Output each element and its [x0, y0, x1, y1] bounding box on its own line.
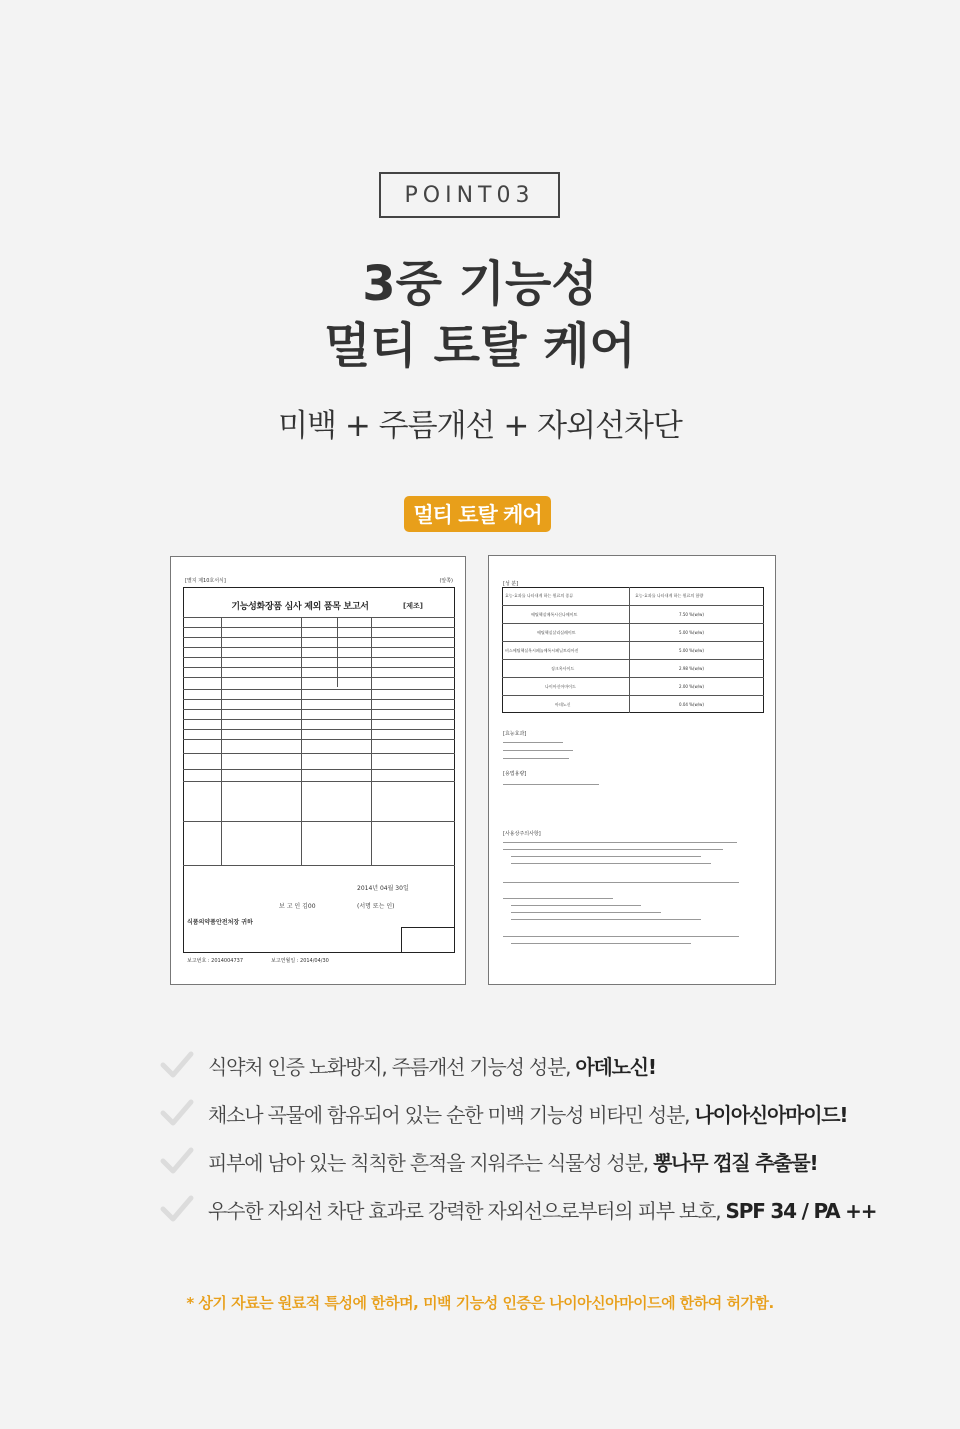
- doc1-col-line: [301, 617, 302, 865]
- doc1-rule: [183, 689, 455, 690]
- doc1-signature: (서명 또는 인): [357, 903, 395, 910]
- doc1-rule: [183, 769, 455, 770]
- check-icon: [160, 1098, 194, 1128]
- doc1-rule: [183, 617, 455, 618]
- benefit-ingredient: 아데노신!: [575, 1054, 656, 1079]
- report-document-image: [170, 556, 466, 985]
- doc2-text-line: [511, 863, 711, 864]
- doc2-row-2-value: 5.00 %(w/w): [679, 630, 704, 635]
- benefit-desc: 식약처 인증 노화방지, 주름개선 기능성 성분,: [208, 1054, 576, 1079]
- doc1-corner-right: (앞쪽): [439, 578, 453, 584]
- doc1-rule: [183, 647, 455, 648]
- benefit-text: [208, 1195, 876, 1224]
- doc1-rule: [183, 781, 455, 782]
- ingredient-document-image: [488, 555, 776, 985]
- doc1-rule: [183, 719, 455, 720]
- doc2-text-line: [503, 842, 737, 843]
- check-icon: [160, 1146, 194, 1176]
- doc1-title: 기능성화장품 심사 제외 품목 보고서: [231, 602, 369, 612]
- benefit-item: [160, 1141, 817, 1181]
- doc1-rule: [183, 699, 455, 700]
- doc2-rule: [502, 659, 764, 660]
- doc2-head-2: 효능·효과를 나타내게 하는 원료의 함량: [635, 593, 704, 598]
- doc2-text-line: [503, 742, 563, 743]
- benefit-desc: 채소나 곡물에 함유되어 있는 순한 미백 기능성 비타민 성분,: [208, 1102, 695, 1127]
- benefit-ingredient: 나이아신아마이드!: [694, 1102, 848, 1127]
- doc2-text-line: [511, 919, 701, 920]
- doc2-text-line: [511, 856, 701, 857]
- subline: 미백 + 주름개선 + 자외선차단: [278, 408, 682, 444]
- doc1-rule: [183, 657, 455, 658]
- doc1-rule: [183, 821, 455, 822]
- doc1-rule: [183, 627, 455, 628]
- benefit-item: [160, 1045, 656, 1085]
- check-icon: [160, 1050, 194, 1080]
- doc2-text-line: [503, 784, 599, 785]
- point-badge: [379, 172, 560, 218]
- doc2-row-5-value: 2.00 %(w/w): [679, 684, 704, 689]
- doc2-row-3-value: 5.00 %(w/w): [679, 648, 704, 653]
- doc2-effect-heading: [효능효과]: [503, 731, 527, 737]
- doc2-row-5-name: 나이아신아마이드: [545, 684, 576, 689]
- doc2-text-line: [503, 898, 613, 899]
- benefit-ingredient: 뽕나무 껍질 추출물!: [653, 1150, 818, 1175]
- doc2-rule: [502, 677, 764, 678]
- check-icon: [160, 1194, 194, 1224]
- doc2-usage-heading: [용법용량]: [503, 771, 527, 777]
- doc1-col-line: [221, 617, 222, 865]
- doc1-rule: [183, 709, 455, 710]
- doc2-text-line: [503, 849, 723, 850]
- doc2-row-6-name: 아데노신: [555, 702, 571, 707]
- doc2-text-line: [503, 936, 739, 937]
- doc1-rule: [183, 637, 455, 638]
- benefit-item: [160, 1189, 876, 1229]
- benefit-ingredient: SPF 34 / PA ++: [725, 1198, 877, 1223]
- doc2-corner: [성 분]: [503, 581, 519, 587]
- benefit-text: [208, 1051, 656, 1080]
- doc2-row-4-value: 2.98 %(w/w): [679, 666, 704, 671]
- doc1-rule: [183, 729, 455, 730]
- doc1-rule: [183, 753, 455, 754]
- doc2-row-4-name: 징크옥사이드: [551, 666, 575, 671]
- doc2-text-line: [511, 912, 661, 913]
- doc2-row-3-name: 비스에틸헥실옥시페놀메톡시페닐트리아진: [505, 648, 579, 653]
- footnote: * 상기 자료는 원료적 특성에 한하며, 미백 기능성 인증은 나이아신아마이드에 한하여 허가함.: [186, 1294, 774, 1312]
- doc2-row-1-name: 에틸헥실메톡시신나메이트: [531, 612, 578, 617]
- doc1-title-tag: [제조]: [403, 602, 423, 610]
- doc2-text-line: [503, 750, 573, 751]
- point-badge-label: POINT03: [404, 182, 535, 208]
- benefit-item: [160, 1093, 847, 1133]
- pill-label: 멀티 토탈 케어: [413, 503, 542, 527]
- doc1-footer-left: 보고번호 : 2014004737: [187, 958, 243, 964]
- benefit-desc: 우수한 자외선 차단 효과로 강력한 자외선으로부터의 피부 보호,: [208, 1198, 726, 1223]
- doc1-footer-right: 보고연월일 : 2014/04/30: [271, 958, 329, 964]
- doc1-corner-left: [별지 제10호서식]: [185, 578, 226, 584]
- headline-line-2: 멀티 토탈 케어: [324, 318, 636, 374]
- doc1-rule: [183, 739, 455, 740]
- doc1-agency: 식품의약품안전처장 귀하: [187, 919, 253, 926]
- multi-total-care-pill: [404, 496, 551, 532]
- benefit-text: [208, 1147, 817, 1176]
- doc1-col-line: [337, 617, 338, 687]
- doc2-row-1-value: 7.50 %(w/w): [679, 612, 704, 617]
- doc2-caution-heading: [사용상주의사항]: [503, 831, 541, 837]
- doc2-rule: [502, 605, 764, 606]
- doc1-date: 2014년 04월 30일: [357, 885, 409, 892]
- doc2-head-1: 효능·효과를 나타내게 하는 원료의 종류: [505, 593, 574, 598]
- benefit-desc: 피부에 남아 있는 칙칙한 흔적을 지워주는 식물성 성분,: [208, 1150, 654, 1175]
- doc2-text-line: [503, 882, 739, 883]
- doc2-text-line: [511, 943, 691, 944]
- benefit-text: [208, 1099, 847, 1128]
- doc1-rule: [183, 677, 455, 678]
- doc1-fee-box: [401, 927, 455, 953]
- doc2-row-6-value: 0.04 %(w/w): [679, 702, 704, 707]
- doc1-rule: [183, 865, 455, 866]
- headline-line-1: 3중 기능성: [362, 256, 598, 312]
- doc2-text-line: [503, 758, 569, 759]
- doc1-reporter: 보 고 인 김00: [279, 903, 316, 910]
- doc1-frame: [183, 587, 455, 953]
- doc2-text-line: [511, 905, 641, 906]
- doc2-row-2-name: 에틸헥실살리실레이트: [537, 630, 576, 635]
- doc2-rule: [502, 695, 764, 696]
- doc2-rule: [502, 623, 764, 624]
- doc1-rule: [183, 667, 455, 668]
- doc1-col-line: [371, 617, 372, 865]
- doc2-rule: [502, 641, 764, 642]
